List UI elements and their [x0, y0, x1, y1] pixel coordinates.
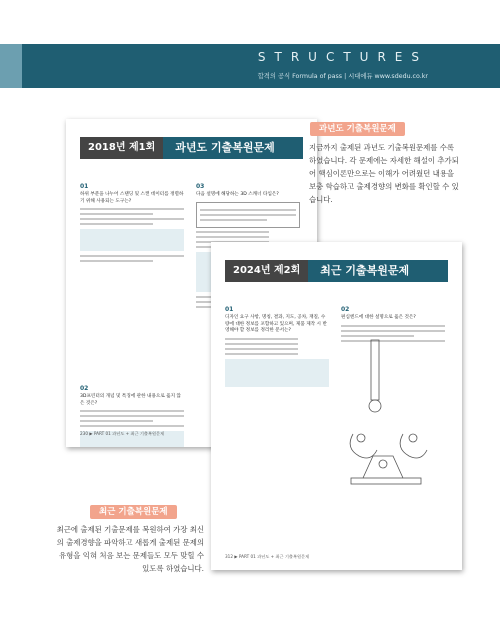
banner-accent — [0, 44, 22, 88]
page-left-column — [80, 173, 184, 447]
question-number: 02 — [80, 385, 89, 392]
question-text: 3D프린터의 개념 및 특징에 관한 내용으로 옳지 않은 것은? — [80, 394, 181, 406]
page-header — [80, 137, 303, 159]
page-footer: 312 ▶ PART 01 과년도 + 최근 기출복원문제 — [225, 554, 310, 559]
question-text: 디자인 요구 사항, 명칭, 결과, 지도, 공차, 재질, 수량에 대한 정보를 포함하고 있으며, 제품 제작 시 반영해야 할 정보를 정리한 문서는? — [225, 315, 327, 333]
page-year: 2024년 제2회 — [225, 260, 308, 282]
header-banner — [0, 44, 500, 88]
page-header — [225, 260, 448, 282]
question-number: 01 — [225, 306, 234, 313]
page-title: 최근 기출복원문제 — [308, 260, 448, 282]
question-number: 01 — [80, 183, 89, 190]
banner-title: STRUCTURES — [257, 50, 428, 64]
page-title: 과년도 기출복원문제 — [163, 137, 303, 159]
feature-description-past: 지금까지 출제된 과년도 기출복원문제를 수록하였습니다. 각 문제에는 자세한 해설이 추가되어 핵심이론만으로는 이해가 어려웠던 내용을 보충 학습하고 출제경향의 변화를 확인할 수 있습니다. — [309, 143, 459, 204]
page-year: 2018년 제1회 — [80, 137, 163, 159]
feature-label-past: 과년도 기출복원문제 — [310, 122, 405, 136]
feature-label-recent: 최근 기출복원문제 — [90, 505, 177, 519]
feature-description-recent: 최근에 출제된 기출문제를 복원하여 가장 최신의 출제경향을 파악하고 새롭게 출제된 문제의 유형을 익혀 처음 보는 문제들도 모두 맞힐 수 있도록 하였습니다. — [56, 525, 204, 573]
question-box — [196, 202, 300, 228]
question-number: 03 — [196, 183, 205, 190]
page-preview-recent — [211, 242, 462, 570]
page-left-column — [225, 296, 329, 391]
page-footer: 230 ▶ PART 01 과년도 + 최근 기출복원문제 — [80, 431, 165, 436]
explanation-box — [80, 229, 184, 251]
question-text: 다음 설명에 해당하는 3D 스캐너 타입은? — [196, 192, 279, 197]
question-number: 02 — [341, 306, 350, 313]
question-text: 하위 부분을 나누어 스탠딩 및 스캔 데이터를 정렬하기 위해 사용되는 도구는? — [80, 192, 184, 204]
mechanical-drawing-figures — [341, 338, 449, 524]
question-text: 편심엔드에 대한 설명으로 옳은 것은? — [341, 315, 416, 320]
banner-subtitle: 합격의 공식 Formula of pass | 시대에듀 www.sdedu.co.kr — [257, 73, 428, 80]
explanation-box — [225, 359, 329, 387]
